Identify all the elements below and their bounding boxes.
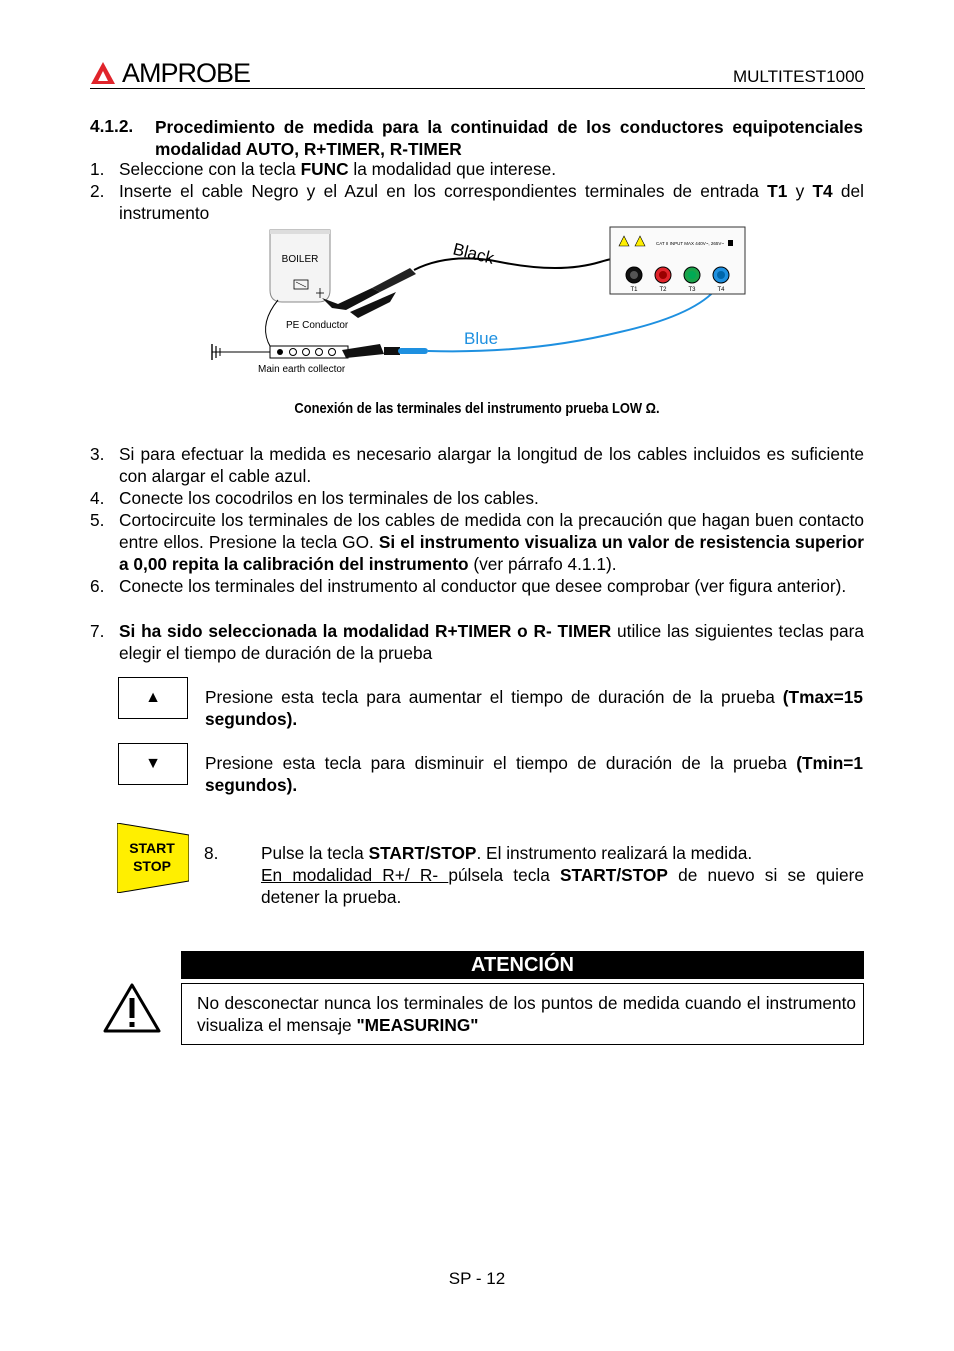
attention-title: ATENCIÓN (181, 951, 864, 979)
warning-triangle-logo-icon (90, 61, 116, 85)
brand-logo (90, 58, 250, 88)
up-arrow-key[interactable] (118, 677, 188, 719)
boiler-label: BOILER (281, 254, 319, 265)
t3-label: T3 (688, 287, 696, 293)
pe-conductor-label: PE Conductor (286, 320, 349, 331)
instrument-panel (610, 227, 745, 294)
t2-label: T2 (659, 287, 667, 293)
start-label: START (129, 840, 175, 856)
down-arrow-key[interactable] (118, 743, 188, 785)
section-number: 4.1.2. (90, 116, 134, 136)
stop-label: STOP (133, 858, 171, 874)
black-cable-label: Black (451, 239, 496, 268)
t1-label: T1 (630, 287, 638, 293)
t4-label: T4 (717, 287, 725, 293)
figure-caption: Conexión de las terminales del instrumento prueba LOW Ω. (294, 400, 660, 417)
brand-name: AMPROBE (122, 57, 251, 88)
down-arrow-icon: ▼ (145, 755, 161, 772)
step-1: 1. Seleccione con la tecla FUNC la modalidad que interese. (90, 159, 557, 179)
step-6: 6. Conecte los terminales del instrumento al conductor que desee comprobar (ver figura anterior). (90, 576, 847, 596)
up-key-description: Presione esta tecla para aumentar el tiempo de duración de la prueba (Tmax=15 segundos). (205, 687, 863, 729)
step-2: 2. Inserte el cable Negro y el Azul en los correspondientes terminales de entrada T1 y T4 del instrumento (90, 181, 864, 223)
header-divider (90, 88, 865, 89)
connection-diagram (200, 222, 760, 382)
up-arrow-icon: ▲ (145, 689, 161, 706)
page-number: SP - 12 (448, 1269, 506, 1288)
blue-alligator-clip (342, 344, 428, 358)
black-alligator-clip (322, 268, 416, 318)
warning-icon (102, 982, 162, 1034)
step-4: 4. Conecte los cocodrilos en los terminales de los cables. (90, 488, 539, 508)
boiler-unit (270, 230, 330, 302)
step-8: 8. Pulse la tecla START/STOP. El instrumento realizará la medida. En modalidad R+/ R- púlsela tecla START/STOP de nuevo si se quiere detener la prueba. (204, 843, 864, 907)
model-name: MULTITEST1000 (732, 67, 864, 86)
earth-collector (212, 344, 348, 375)
step-7: 7. Si ha sido seleccionada la modalidad R+TIMER o R- TIMER utilice las siguientes teclas para elegir el tiempo de duración de la prueba (90, 621, 864, 663)
down-key-description: Presione esta tecla para disminuir el tiempo de duración de la prueba (Tmin=1 segundos). (205, 753, 863, 795)
main-earth-collector-label: Main earth collector (258, 364, 346, 375)
section-title: Procedimiento de medida para la continuidad de los conductores equipotenciales modalidad AUTO, R+TIMER, R-TIMER (155, 117, 863, 159)
start-stop-key[interactable] (117, 823, 189, 893)
panel-rating-text: CAT II INPUT MAX 440V~, 265V~ (656, 241, 725, 246)
step-5: 5. Cortocircuite los terminales de los cables de medida con la precaución que hagan buen contacto entre ellos. Presione la tecla GO. Si el instrumento visualiza un valor de resistencia superior a 0,00 repita la calibración del instrumento (ver párrafo 4.1.1). (90, 510, 864, 574)
blue-cable-label: Blue (464, 329, 499, 348)
attention-message: No desconectar nunca los terminales de los puntos de medida cuando el instrumento visualiza el mensaje "MEASURING" (181, 983, 864, 1045)
step-3: 3. Si para efectuar la medida es necesario alargar la longitud de los cables incluidos es suficiente con alargar el cable azul. (90, 444, 864, 486)
